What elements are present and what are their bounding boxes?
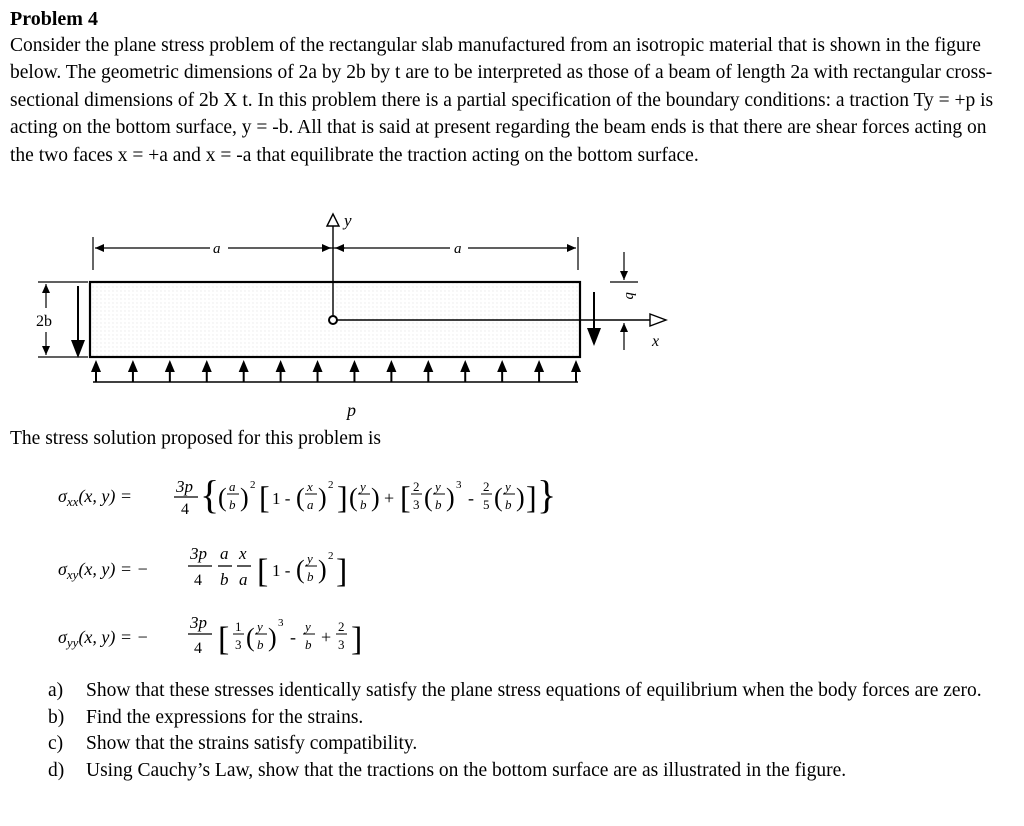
traction-arrowhead <box>91 360 101 372</box>
svg-text:y: y <box>257 619 263 634</box>
traction-arrowhead <box>165 360 175 372</box>
question-text: Find the expressions for the strains. <box>86 706 364 728</box>
svg-text:): ) <box>268 623 277 652</box>
svg-text:2: 2 <box>413 479 420 494</box>
equations-svg <box>58 462 758 662</box>
svg-text:+: + <box>321 627 332 647</box>
problem-title: Problem 4 <box>10 8 98 30</box>
svg-text:3p: 3p <box>190 544 207 563</box>
svg-text:3: 3 <box>338 637 345 652</box>
x-axis-arrowhead <box>650 314 666 326</box>
svg-text:): ) <box>516 483 525 512</box>
svg-text:3p: 3p <box>176 477 193 496</box>
question-label: b) <box>48 706 65 728</box>
svg-text:b: b <box>360 497 367 512</box>
right-shear-arrowhead <box>587 328 601 346</box>
svg-text:-: - <box>468 488 474 508</box>
stress-equations <box>58 462 758 662</box>
svg-text:(: ( <box>349 483 358 512</box>
traction-arrowhead <box>423 360 433 372</box>
svg-text:): ) <box>318 555 327 584</box>
svg-text:2: 2 <box>328 550 334 562</box>
svg-text:[: [ <box>218 621 230 658</box>
svg-text:(: ( <box>424 483 433 512</box>
svg-text:σyy(x, y) = −: $\sigma_{yy}(x$, y) = − <box>58 627 149 650</box>
svg-text:2: 2 <box>328 479 334 491</box>
svg-text:y: y <box>307 551 313 566</box>
svg-text:]: ] <box>336 553 348 590</box>
svg-text:[: [ <box>259 479 270 515</box>
svg-text:b: b <box>307 569 314 584</box>
svg-text:y: y <box>360 479 366 494</box>
svg-text:4: 4 <box>194 640 202 657</box>
traction-arrowhead <box>386 360 396 372</box>
svg-text:b: b <box>505 497 512 512</box>
label-p: p <box>347 400 356 420</box>
svg-text:3: 3 <box>278 617 284 629</box>
label-b: b <box>622 292 638 300</box>
svg-text:y: y <box>305 619 311 634</box>
svg-text:σxy(x, y) = −: $\sigma_{xy}(x$, y) = − <box>58 559 149 582</box>
svg-text:b: b <box>305 637 312 652</box>
svg-text:): ) <box>318 483 327 512</box>
traction-arrowhead <box>497 360 507 372</box>
svg-text:+: + <box>384 488 395 508</box>
traction-arrowhead <box>276 360 286 372</box>
question-label: a) <box>48 680 64 701</box>
svg-text:1 -: 1 - <box>272 489 291 508</box>
stress-intro: The stress solution proposed for this problem is <box>10 428 382 449</box>
svg-text:5: 5 <box>483 497 490 512</box>
svg-text:-: - <box>290 627 296 647</box>
svg-text:4: 4 <box>194 572 202 589</box>
question-item <box>48 678 1018 705</box>
traction-arrowhead <box>239 360 249 372</box>
svg-text:a: a <box>307 497 314 512</box>
equation-sigma-xy <box>58 544 347 590</box>
svg-text:b: b <box>220 570 229 589</box>
svg-text:2: 2 <box>483 479 490 494</box>
equation-sigma-yy <box>58 613 362 658</box>
svg-text:): ) <box>371 483 380 512</box>
question-label: c) <box>48 733 64 754</box>
y-axis-arrowhead <box>327 214 339 226</box>
question-text: Show that these stresses identically satisfy the plane stress equations of equilibrium when the body forces are zero. <box>86 680 982 701</box>
svg-text:3: 3 <box>413 497 420 512</box>
svg-text:]: ] <box>337 479 348 515</box>
svg-text:b: b <box>435 497 442 512</box>
question-list <box>48 678 1018 784</box>
svg-text:]: ] <box>526 479 537 515</box>
left-shear-arrowhead <box>71 340 85 358</box>
svg-text:(: ( <box>494 483 503 512</box>
problem-intro-paragraph: Consider the plane stress problem of the rectangular slab manufactured from an isotropic material that is shown in the figure below. The geometric dimensions of 2a by 2b by t are to be interpreted as those of a beam of length 2a with rectangular cross-sectional dimensions of 2b X t. In this problem there is a partial specification of the boundary conditions: a traction Ty = +p is acting on the bottom surface, y = -b. All that is said at present regarding the beam ends is that there are shear forces acting on the two faces x = +a and x = -a that equilibrate the traction acting on the bottom surface. <box>10 35 994 166</box>
svg-text:b: b <box>257 637 264 652</box>
question-text: Show that the strains satisfy compatibility. <box>86 733 418 754</box>
svg-text:4: 4 <box>181 501 189 518</box>
question-item <box>48 731 1018 758</box>
svg-text:a: a <box>239 570 248 589</box>
svg-text:y: y <box>435 479 441 494</box>
traction-arrowhead <box>313 360 323 372</box>
problem-document <box>10 6 1014 169</box>
svg-text:x: x <box>239 544 247 563</box>
label-y: y <box>344 211 352 230</box>
question-item <box>48 758 1018 785</box>
svg-text:(: ( <box>296 483 305 512</box>
question-text: Using Cauchy’s Law, show that the tractions on the bottom surface are as illustrated in the figure. <box>86 759 847 781</box>
svg-text:[: [ <box>257 553 269 590</box>
svg-text:[: [ <box>400 479 411 515</box>
svg-text:a: a <box>229 479 236 494</box>
svg-text:2: 2 <box>338 619 345 634</box>
slab-figure <box>0 210 1024 425</box>
traction-arrowhead <box>460 360 470 372</box>
svg-text:σxx(x, y) =: $\sigma_{xx}(x$, y) = <box>58 486 133 509</box>
slab-diagram <box>0 210 1024 425</box>
svg-text:3p: 3p <box>190 613 207 632</box>
svg-text:y: y <box>505 479 511 494</box>
svg-text:}: } <box>537 472 557 517</box>
svg-text:3: 3 <box>235 637 242 652</box>
traction-arrows <box>91 360 581 382</box>
svg-text:]: ] <box>351 621 363 658</box>
svg-text:): ) <box>446 483 455 512</box>
equation-sigma-xx <box>58 472 556 518</box>
traction-arrowhead <box>202 360 212 372</box>
svg-text:b: b <box>229 497 236 512</box>
svg-text:(: ( <box>218 483 227 512</box>
svg-text:1 -: 1 - <box>272 561 291 580</box>
svg-text:a: a <box>220 544 229 563</box>
traction-arrowhead <box>349 360 359 372</box>
traction-arrowhead <box>534 360 544 372</box>
svg-text:3: 3 <box>456 479 462 491</box>
question-label: d) <box>48 759 65 781</box>
question-item <box>48 705 1018 732</box>
label-a-left: a <box>213 241 221 257</box>
svg-text:2: 2 <box>250 479 256 491</box>
svg-text:): ) <box>240 483 249 512</box>
label-x: x <box>652 333 660 350</box>
svg-text:(: ( <box>296 555 305 584</box>
origin-point <box>329 316 337 324</box>
label-a-right: a <box>454 241 462 257</box>
traction-arrowhead <box>128 360 138 372</box>
svg-text:1: 1 <box>235 619 242 634</box>
svg-text:{: { <box>200 472 220 517</box>
label-2b: 2b <box>36 313 52 330</box>
svg-text:(: ( <box>246 623 255 652</box>
svg-text:x: x <box>307 479 313 494</box>
traction-arrowhead <box>571 360 581 372</box>
